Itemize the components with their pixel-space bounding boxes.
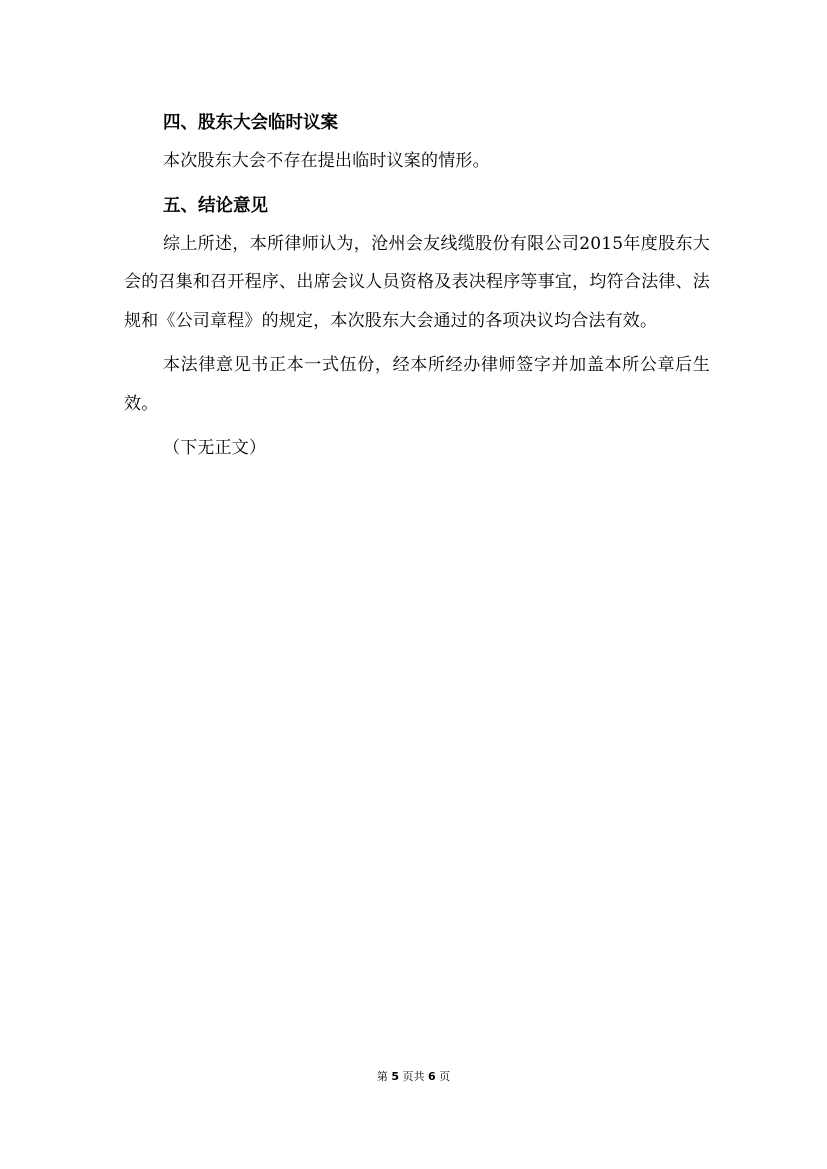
section-heading-conclusion: 五、结论意见 bbox=[163, 195, 268, 216]
paragraph-copies-effect: 本法律意见书正本一式伍份，经本所经办律师签字并加盖本所公章后生效。 bbox=[124, 355, 710, 414]
paragraph-end-of-text: （下无正文） bbox=[163, 438, 267, 458]
section-heading-temporary-proposals: 四、股东大会临时议案 bbox=[163, 113, 338, 133]
footer-prefix: 第 bbox=[376, 1070, 388, 1083]
paragraph-no-temporary-proposals: 本次股东大会不存在提出临时议案的情形。 bbox=[163, 151, 490, 171]
footer-total-pages: 6 bbox=[428, 1070, 436, 1083]
page-footer bbox=[0, 1069, 827, 1085]
document-body bbox=[124, 104, 710, 468]
footer-middle: 页共 bbox=[402, 1070, 425, 1083]
footer-suffix: 页 bbox=[439, 1070, 451, 1083]
paragraph-conclusion: 综上所述，本所律师认为，沧州会友线缆股份有限公司2015年度股东大会的召集和召开程序、出席会议人员资格及表决程序等事宜，均符合法律、法规和《公司章程》的规定，本次股东大会通过的各项决议均合法有效。 bbox=[124, 233, 710, 331]
footer-current-page: 5 bbox=[391, 1070, 399, 1083]
